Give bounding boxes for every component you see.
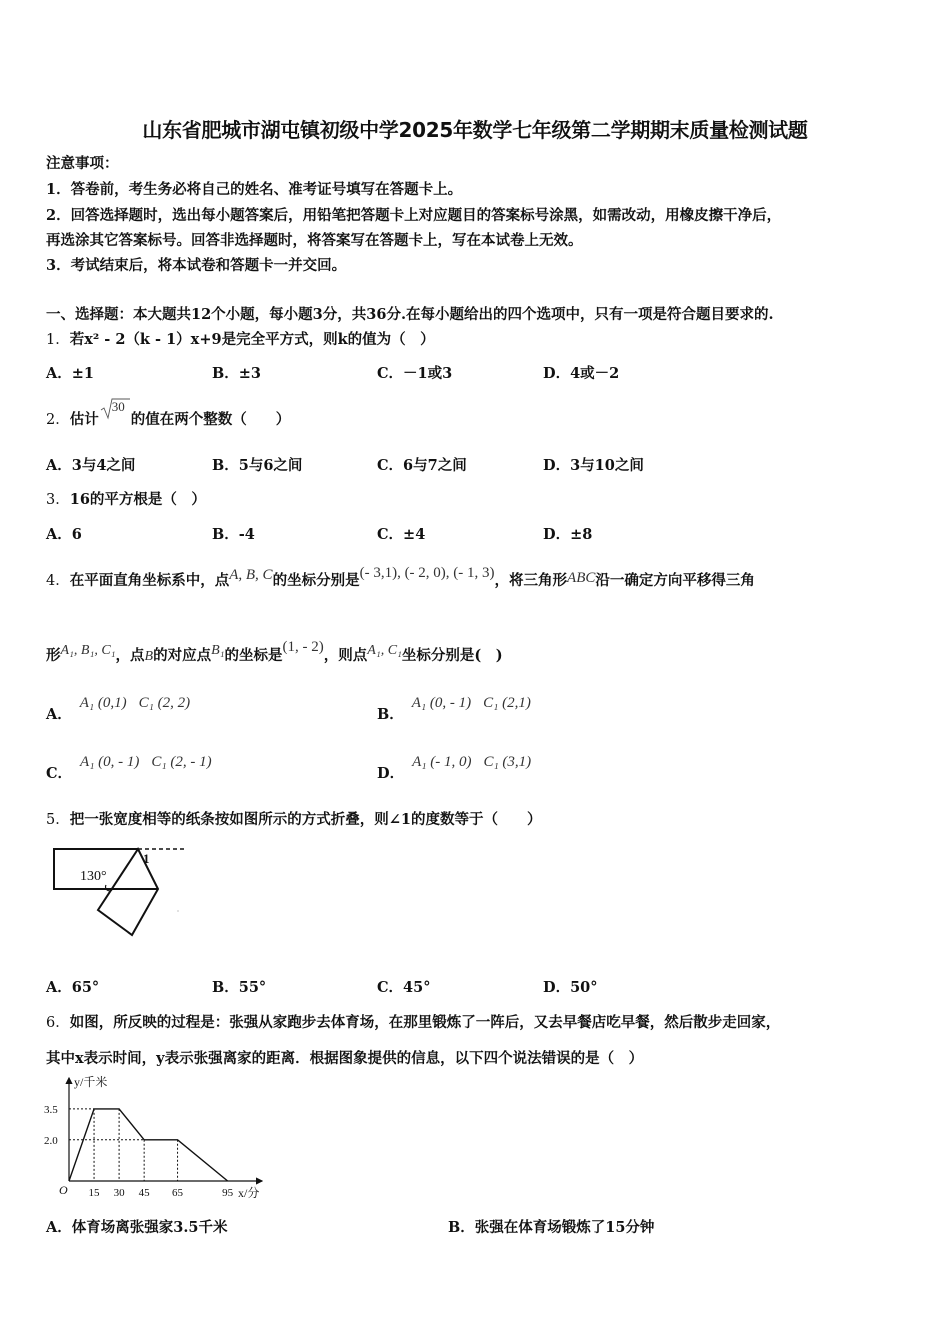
q4-abc1: A₁, B₁, C₁: [60, 643, 116, 658]
question-number: 3．: [46, 492, 70, 508]
q4-abc: ABC: [567, 570, 596, 586]
notice-item-2-cont: 再选涂其它答案标号。回答非选择题时，将答案写在答题卡上，写在本试卷上无效。: [46, 232, 583, 249]
series-line: [69, 1109, 228, 1181]
notice-item-3: 3．考试结束后，将本试卷和答题卡一并交回。: [46, 257, 347, 274]
x-axis-label: x/分: [238, 1186, 260, 1200]
x-tick-label: 65: [172, 1187, 184, 1199]
q6-option-b[interactable]: B．张强在体育场锻炼了15分钟: [448, 1219, 655, 1236]
q4-b1coord: (1, - 2): [282, 639, 324, 655]
q3-option-c[interactable]: C．±4: [377, 526, 426, 543]
question-number: 6．: [46, 1015, 70, 1031]
q5-option-a[interactable]: A．65°: [46, 979, 100, 996]
question-4-line-1: [46, 565, 755, 590]
question-text: 如图，所反映的过程是：张强从家跑步去体育场，在那里锻炼了一阵后，又去早餐店吃早餐，然后散步走回家，: [69, 1014, 781, 1031]
option-a-point: A₁ (- 1, 0): [412, 754, 472, 770]
q1-option-d[interactable]: D．4或－2: [543, 365, 620, 382]
question-text-pre: 估计: [69, 411, 99, 428]
q3-option-b[interactable]: B．-4: [212, 526, 255, 543]
question-3: [46, 488, 206, 509]
sqrt-expression: [99, 399, 131, 424]
q2-option-a[interactable]: A．3与4之间: [46, 457, 136, 474]
q5-option-c[interactable]: C．45°: [377, 979, 431, 996]
q4-text: 的对应点: [153, 647, 212, 664]
option-c-point: C₁ (2, - 1): [151, 754, 212, 770]
q4-b: B: [144, 649, 154, 664]
sqrt-radicand: 30: [111, 399, 125, 414]
notice-heading: 注意事项：: [46, 155, 119, 172]
question-number: 1．: [46, 332, 70, 348]
q5-option-b[interactable]: B．55°: [212, 979, 267, 996]
question-6-line-1: [46, 1011, 780, 1032]
q4-text: 的坐标是: [224, 647, 283, 664]
q3-option-d[interactable]: D．±8: [543, 526, 593, 543]
y-tick-label: 2.0: [44, 1134, 58, 1147]
q4-text: ，点: [115, 647, 145, 664]
question-4-line-2: [46, 639, 503, 665]
guide-lines: [69, 1109, 178, 1181]
q4-text: ，则点: [323, 647, 368, 664]
q4-text: ，将三角形: [494, 572, 568, 589]
option-c-point: C₁ (2,1): [483, 695, 531, 711]
angle-mark-1: 1: [143, 851, 150, 866]
y-axis-label: y/千米: [74, 1075, 108, 1089]
q4-text: 形: [46, 647, 61, 664]
origin-label: O: [59, 1183, 68, 1197]
angle-label-130: 130°: [80, 869, 107, 884]
option-label: B．: [377, 706, 404, 723]
option-c-point: C₁ (3,1): [483, 754, 532, 770]
option-a-point: A₁ (0,1): [79, 695, 127, 711]
option-label: D．: [377, 765, 405, 782]
question-text-post: 的值在两个整数（ ）: [130, 411, 291, 428]
question-number: 2．: [46, 412, 70, 428]
q2-option-c[interactable]: C．6与7之间: [377, 457, 467, 474]
page-title: 山东省肥城市湖屯镇初级中学2025年数学七年级第二学期期末质量检测试题: [142, 118, 808, 142]
q4-b1: B₁: [211, 643, 225, 658]
q4-option-b[interactable]: [377, 695, 531, 724]
q4-text: 沿一确定方向平移得三角: [595, 572, 755, 589]
question-number: 5．: [46, 812, 70, 828]
x-tick-label: 15: [88, 1187, 100, 1199]
q4-text: 的坐标分别是: [272, 572, 360, 589]
question-text: 若x² - 2（k - 1）x+9是完全平方式，则k的值为（ ）: [69, 331, 435, 348]
speck: [177, 910, 178, 911]
notice-item-1: 1．答卷前，考生务必将自己的姓名、准考证号填写在答题卡上。: [46, 181, 463, 198]
question-1: [46, 328, 435, 349]
question-6-line-2: 其中x表示时间，y表示张强离家的距离．根据图象提供的信息，以下四个说法错误的是（ ）: [46, 1050, 644, 1067]
q1-option-c[interactable]: C．－1或3: [377, 365, 453, 382]
distance-time-chart: [40, 1072, 280, 1204]
notice-item-2: 2．回答选择题时，选出每小题答案后，用铅笔把答题卡上对应题目的答案标号涂黑，如需改动，用橡皮擦干净后，: [46, 207, 782, 224]
x-tick-label: 95: [222, 1187, 234, 1199]
q4-text: 在平面直角坐标系中，点: [69, 572, 230, 589]
question-number: 4．: [46, 573, 70, 589]
q4-coords: (- 3,1), (- 2, 0), (- 1, 3): [359, 565, 495, 581]
question-2: [46, 399, 291, 429]
folded-paper-figure: [46, 842, 196, 942]
option-c-point: C₁ (2, 2): [138, 695, 191, 711]
question-5: [46, 808, 541, 829]
question-text: 16的平方根是（ ）: [69, 491, 206, 508]
x-tick-label: 45: [138, 1187, 150, 1199]
q4-text: 坐标分别是( ): [401, 647, 503, 664]
q5-option-d[interactable]: D．50°: [543, 979, 598, 996]
q6-option-a[interactable]: A．体育场离张强家3.5千米: [46, 1219, 228, 1236]
section-heading: 一、选择题：本大题共12个小题，每小题3分，共36分.在每小题给出的四个选项中，只有一项是符合题目要求的.: [46, 306, 774, 323]
option-a-point: A₁ (0, - 1): [80, 754, 140, 770]
option-a-point: A₁ (0, - 1): [411, 695, 472, 711]
y-tick-label: 3.5: [44, 1103, 58, 1116]
option-label: A．: [46, 706, 72, 723]
q3-option-a[interactable]: A．6: [46, 526, 82, 543]
q2-option-d[interactable]: D．3与10之间: [543, 457, 644, 474]
q1-option-a[interactable]: A．±1: [46, 365, 94, 382]
q4-points: A, B, C: [229, 567, 273, 583]
q4-ac1: A₁, C₁: [367, 643, 402, 658]
q2-option-b[interactable]: B．5与6之间: [212, 457, 303, 474]
q1-option-b[interactable]: B．±3: [212, 365, 261, 382]
q4-option-a[interactable]: [46, 695, 191, 724]
option-label: C．: [46, 765, 73, 782]
question-text: 把一张宽度相等的纸条按如图所示的方式折叠，则∠1的度数等于（ ）: [69, 811, 542, 828]
x-tick-label: 30: [113, 1187, 125, 1199]
q4-option-d[interactable]: [377, 754, 532, 783]
q4-option-c[interactable]: [46, 754, 212, 783]
tick-labels: [44, 1104, 234, 1199]
